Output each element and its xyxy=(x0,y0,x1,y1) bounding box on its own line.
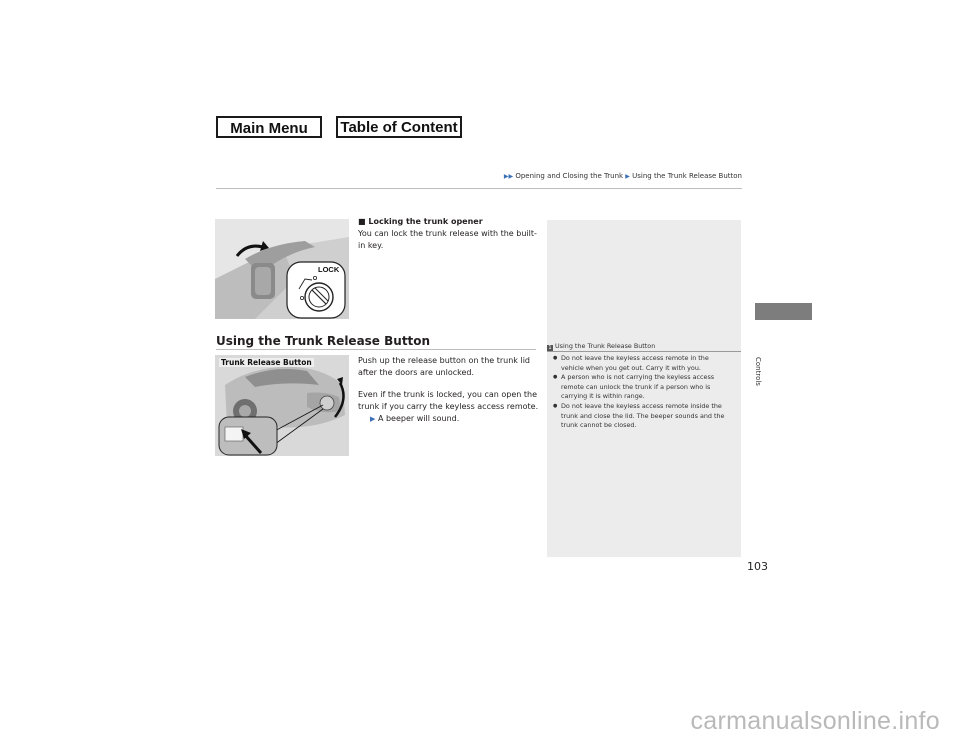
trunk-release-button-label: Trunk Release Button xyxy=(221,358,312,367)
release-paragraph-1: Push up the release button on the trunk lid after the doors are unlocked. xyxy=(358,356,530,377)
car-rear-illustration xyxy=(215,355,349,456)
section-divider xyxy=(216,349,536,350)
lock-label: LOCK xyxy=(318,265,340,274)
page-number: 103 xyxy=(747,560,768,573)
breadcrumb-item-release-button[interactable]: Using the Trunk Release Button xyxy=(632,172,742,180)
list-item: ● Do not leave the keyless access remote in the vehicle when you get out. Carry it with you. xyxy=(553,354,737,373)
triangle-arrow-icon: ▶ xyxy=(370,415,376,423)
section-title: Using the Trunk Release Button xyxy=(216,334,431,348)
lock-figure xyxy=(215,219,349,319)
breadcrumb-item-trunk[interactable]: Opening and Closing the Trunk xyxy=(515,172,624,180)
chapter-tab-marker[interactable] xyxy=(755,303,812,320)
note-heading: 1 Using the Trunk Release Button xyxy=(548,342,656,351)
note-divider xyxy=(547,351,741,352)
main-menu-button[interactable]: Main Menu xyxy=(216,116,322,138)
list-item: ● A person who is not carrying the keyless access remote can unlock the trunk if a person who is carrying it is within range. xyxy=(553,373,737,402)
chapter-tab-label[interactable]: Controls xyxy=(754,357,762,386)
note-list xyxy=(553,354,737,431)
square-bullet-icon: ■ xyxy=(358,217,366,226)
locking-paragraph: You can lock the trunk release with the built- in key. xyxy=(358,229,537,250)
note-marker-icon: 1 xyxy=(548,345,552,351)
locking-heading: ■ Locking the trunk opener xyxy=(358,217,483,226)
release-paragraph-2: Even if the trunk is locked, you can open the trunk if you carry the keyless access remote. ▶ A beeper will sound. xyxy=(358,390,539,423)
trunk-release-figure xyxy=(215,355,349,456)
breadcrumb xyxy=(504,172,742,180)
list-item: ● Do not leave the keyless access remote inside the trunk and close the lid. The beeper sounds and the trunk cannot be closed. xyxy=(553,402,737,431)
header-divider xyxy=(216,188,742,189)
breadcrumb-arrow-icon: ▶ xyxy=(625,173,630,180)
table-of-content-button[interactable]: Table of Content xyxy=(336,116,462,138)
beeper-note: ▶ A beeper will sound. xyxy=(370,414,460,423)
watermark: carmanualsonline.info xyxy=(690,707,940,735)
breadcrumb-arrow-icon: ▶▶ xyxy=(503,173,514,180)
